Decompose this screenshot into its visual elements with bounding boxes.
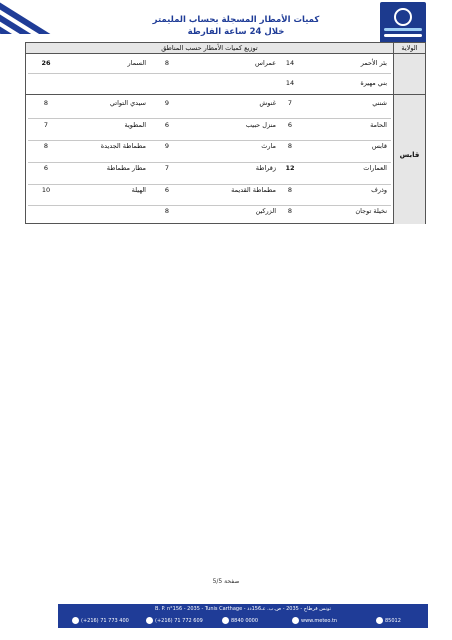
- header-wilaya: الولاية: [401, 44, 418, 52]
- rain-value: 9: [164, 142, 170, 150]
- rain-value: 8: [287, 207, 293, 215]
- footer-address: B. P. n°156 - 2035 - Tunis Carthage - تونس قرطاج - 2035 - ص.ب. عـ156دد: [154, 606, 332, 612]
- corner-decoration: [0, 0, 70, 34]
- region-name: الهيلة: [131, 186, 146, 194]
- rain-value: 12: [285, 164, 295, 172]
- region-name: بئر الأحمر: [360, 59, 387, 67]
- footer-website[interactable]: www.meteo.tn: [292, 616, 337, 626]
- green-number-icon: [222, 617, 229, 624]
- rain-value: 8: [164, 207, 170, 215]
- region-name: الحامة: [370, 121, 387, 129]
- rain-value: 8: [287, 186, 293, 194]
- footer-phone2: (+216) 71 772 609: [146, 616, 203, 626]
- rain-value: 6: [164, 121, 170, 129]
- region-name: مطماطة الجديدة: [100, 142, 146, 150]
- rain-value: 26: [41, 59, 51, 67]
- region-name: المطوية: [124, 121, 146, 129]
- rain-value: 14: [285, 79, 295, 87]
- region-name: مطماطة القديمة: [231, 186, 276, 194]
- rain-value: 10: [41, 186, 51, 194]
- rain-value: 8: [164, 59, 170, 67]
- region-name: مارث: [261, 142, 276, 150]
- region-name: وذرف: [371, 186, 387, 194]
- footer-green-number: 8840 0000: [222, 616, 258, 626]
- region-name: العمارات: [363, 164, 387, 172]
- header-regions: توزيع كميات الأمطار حسب المناطق: [161, 44, 258, 52]
- region-name: شنني: [372, 99, 387, 107]
- phone-icon: [72, 617, 79, 624]
- region-name: زقراطة: [255, 164, 276, 172]
- rain-value: 14: [285, 59, 295, 67]
- rainfall-table: [25, 42, 426, 224]
- wilaya-cell-gabes: [394, 95, 425, 224]
- region-name: قابس: [371, 142, 387, 150]
- region-name: السمار: [127, 59, 146, 67]
- fax-icon: [146, 617, 153, 624]
- sms-icon: [376, 617, 383, 624]
- page-subtitle: خلال 24 ساعة الفارطة: [187, 27, 285, 37]
- region-name: سيدي التواتي: [109, 99, 146, 107]
- table-header: [26, 43, 425, 54]
- rain-value: 6: [164, 186, 170, 194]
- page-number: صفحة 5/5: [212, 578, 240, 585]
- footer-banner: [58, 604, 428, 628]
- wilaya-name: قابس: [399, 151, 420, 159]
- rain-value: 8: [287, 142, 293, 150]
- footer-phone1: (+216) 71 773 400: [72, 616, 129, 626]
- region-name: عمراس: [255, 59, 276, 67]
- footer-sms-code: 85012: [376, 616, 401, 626]
- rain-value: 6: [43, 164, 49, 172]
- rain-value: 9: [164, 99, 170, 107]
- rain-value: 7: [164, 164, 170, 172]
- rain-value: 8: [43, 99, 49, 107]
- region-name: مطار مطماطة: [106, 164, 146, 172]
- region-name: الزركين: [255, 207, 276, 215]
- institute-logo-icon: [380, 2, 426, 44]
- rain-value: 7: [43, 121, 49, 129]
- web-icon: [292, 617, 299, 624]
- rain-value: 7: [287, 99, 293, 107]
- region-name: منزل حبيب: [245, 121, 276, 129]
- page-title: كميات الأمطار المسجلة بحساب المليمتر: [152, 15, 320, 25]
- rain-value: 6: [287, 121, 293, 129]
- wilaya-cell-top: [394, 54, 425, 95]
- region-name: بني مهيرة: [360, 79, 387, 87]
- rain-value: 8: [43, 142, 49, 150]
- region-name: غنوش: [259, 99, 276, 107]
- region-name: نخيلة توجان: [355, 207, 387, 215]
